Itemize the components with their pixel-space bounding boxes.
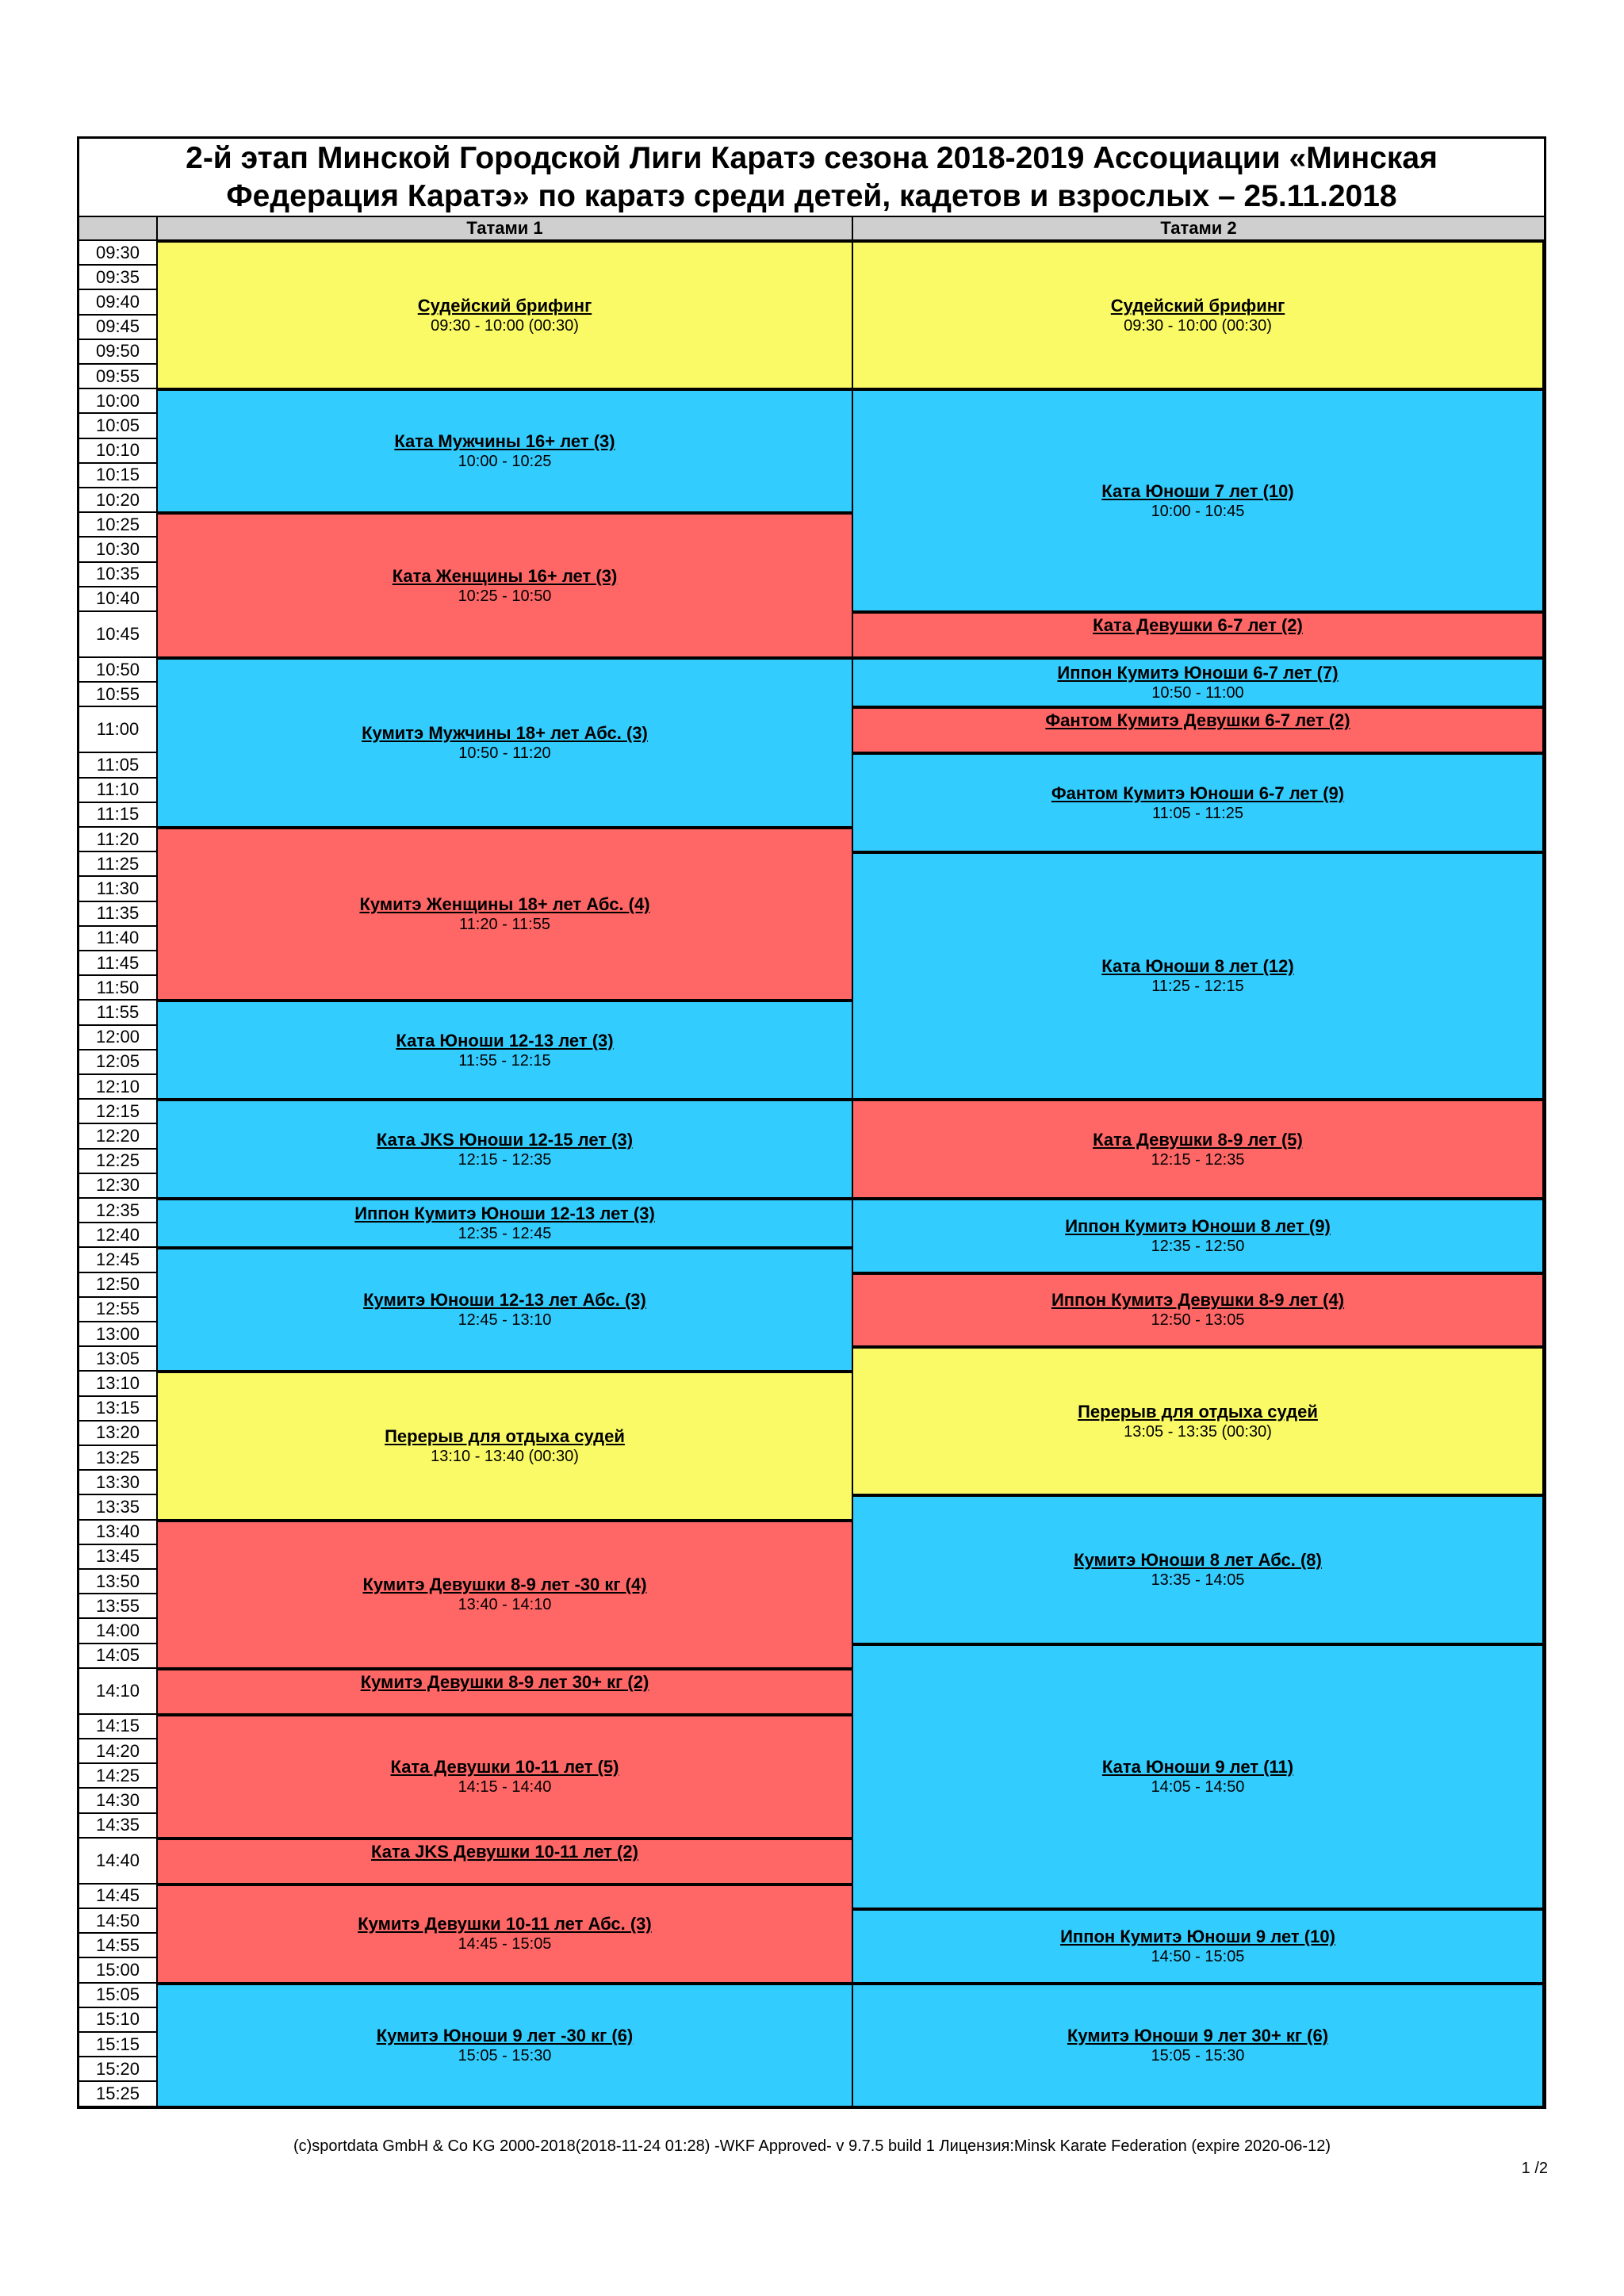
time-slot: 14:40 <box>79 1839 156 1885</box>
title-line-1: 2-й этап Минской Городской Лиги Каратэ сезона 2018-2019 Ассоциации «Минская <box>186 140 1438 175</box>
event-title[interactable]: Иппон Кумитэ Юноши 8 лет (9) <box>1065 1215 1331 1236</box>
time-slot: 10:05 <box>79 414 156 438</box>
event-title[interactable]: Фантом Кумитэ Юноши 6-7 лет (9) <box>1051 783 1345 803</box>
time-slot: 13:00 <box>79 1322 156 1347</box>
time-slot: 12:25 <box>79 1150 156 1174</box>
event-title[interactable]: Ката Девушки 8-9 лет (5) <box>1093 1129 1303 1150</box>
event-title[interactable]: Ката JKS Юноши 12-15 лет (3) <box>376 1129 634 1150</box>
event-title[interactable]: Судейский брифинг <box>417 295 592 316</box>
schedule-event[interactable] <box>156 828 853 1001</box>
time-slot: 11:15 <box>79 803 156 828</box>
event-title[interactable]: Ката JKS Девушки 10-11 лет (2) <box>371 1841 638 1862</box>
time-slot: 11:05 <box>79 753 156 778</box>
schedule-event[interactable] <box>852 1644 1544 1909</box>
event-time: 12:15 - 12:35 <box>1151 1150 1245 1169</box>
event-time: 12:45 - 13:10 <box>458 1311 552 1330</box>
event-time: 13:05 - 13:35 (00:30) <box>1124 1422 1272 1441</box>
time-slot: 11:40 <box>79 927 156 951</box>
event-time: 11:05 - 11:25 <box>1152 804 1243 822</box>
event-title[interactable]: Кумитэ Юноши 8 лет Абс. (8) <box>1074 1549 1322 1570</box>
event-time: 12:35 - 12:50 <box>1151 1237 1245 1255</box>
schedule-event[interactable] <box>852 1199 1544 1273</box>
time-slot: 10:15 <box>79 464 156 488</box>
schedule-event[interactable] <box>156 1001 853 1100</box>
event-title[interactable]: Кумитэ Девушки 8-9 лет -30 кг (4) <box>362 1575 647 1595</box>
time-slot: 14:50 <box>79 1909 156 1934</box>
event-title[interactable]: Перерыв для отдыха судей <box>385 1425 625 1446</box>
schedule-event[interactable] <box>156 1715 853 1839</box>
schedule-event[interactable] <box>852 852 1544 1100</box>
schedule-event[interactable] <box>156 1199 853 1248</box>
time-slot: 10:20 <box>79 488 156 513</box>
time-slot: 09:45 <box>79 316 156 340</box>
time-slot: 11:25 <box>79 852 156 877</box>
schedule-event[interactable] <box>156 1839 853 1885</box>
header-corner <box>79 217 156 241</box>
event-title[interactable]: Иппон Кумитэ Юноши 9 лет (10) <box>1060 1926 1335 1946</box>
event-title[interactable]: Перерыв для отдыха судей <box>1078 1401 1318 1422</box>
schedule-event[interactable] <box>852 1909 1544 1984</box>
time-slot: 12:50 <box>79 1273 156 1298</box>
time-slot: 15:25 <box>79 2082 156 2107</box>
time-slot: 13:25 <box>79 1446 156 1471</box>
time-slot: 13:10 <box>79 1372 156 1396</box>
event-title[interactable]: Ката Женщины 16+ лет (3) <box>392 565 618 586</box>
schedule-event[interactable] <box>852 1495 1544 1644</box>
schedule-event[interactable] <box>156 241 853 389</box>
time-slot: 15:00 <box>79 1958 156 1983</box>
event-title[interactable]: Кумитэ Девушки 8-9 лет 30+ кг (2) <box>360 1671 649 1692</box>
time-slot: 09:50 <box>79 340 156 365</box>
footer-copyright: (c)sportdata GmbH & Co KG 2000-2018(2018-11-24 01:28) -WKF Approved- v 9.7.5 build 1 Лицензия:Minsk Karate Federation (expire 2020-06-12) <box>293 2137 1331 2155</box>
time-slot: 14:20 <box>79 1739 156 1764</box>
time-slot: 15:15 <box>79 2033 156 2057</box>
event-time: 11:25 - 12:15 <box>1151 978 1244 996</box>
time-slot: 12:55 <box>79 1298 156 1322</box>
event-time: 12:35 - 12:45 <box>458 1225 552 1243</box>
schedule-event[interactable] <box>852 612 1544 658</box>
schedule-event[interactable] <box>156 658 853 828</box>
time-slot: 14:35 <box>79 1814 156 1839</box>
column-header-tatami-2: Татами 2 <box>852 217 1544 241</box>
time-slot: 09:55 <box>79 365 156 389</box>
time-slot: 09:40 <box>79 290 156 315</box>
event-title[interactable]: Ката Мужчины 16+ лет (3) <box>394 431 615 452</box>
event-title[interactable]: Иппон Кумитэ Девушки 8-9 лет (4) <box>1051 1290 1345 1311</box>
schedule-event[interactable] <box>852 707 1544 753</box>
event-time: 13:40 - 14:10 <box>458 1596 552 1614</box>
schedule-event[interactable] <box>156 513 853 658</box>
time-slot: 09:30 <box>79 241 156 266</box>
event-time: 09:30 - 10:00 (00:30) <box>1124 316 1272 335</box>
time-slot: 15:20 <box>79 2057 156 2082</box>
time-slot: 10:25 <box>79 513 156 538</box>
event-title[interactable]: Фантом Кумитэ Девушки 6-7 лет (2) <box>1045 710 1350 731</box>
schedule-event[interactable] <box>852 658 1544 707</box>
time-slot: 14:55 <box>79 1934 156 1958</box>
event-time: 13:35 - 14:05 <box>1151 1571 1245 1589</box>
time-slot: 13:35 <box>79 1495 156 1520</box>
schedule-event[interactable] <box>156 1248 853 1372</box>
time-slot: 12:40 <box>79 1223 156 1248</box>
event-time: 13:10 - 13:40 (00:30) <box>431 1447 579 1465</box>
event-title[interactable]: Иппон Кумитэ Юноши 6-7 лет (7) <box>1057 663 1339 683</box>
time-slot: 14:25 <box>79 1764 156 1789</box>
event-title[interactable]: Кумитэ Юноши 9 лет -30 кг (6) <box>376 2025 634 2045</box>
time-slot: 13:30 <box>79 1471 156 1495</box>
time-slot: 10:10 <box>79 439 156 464</box>
event-time: 14:50 - 15:05 <box>1151 1947 1245 1965</box>
time-slot: 12:20 <box>79 1124 156 1149</box>
time-slot: 13:55 <box>79 1594 156 1619</box>
time-slot: 10:30 <box>79 538 156 562</box>
event-title[interactable]: Кумитэ Девушки 10-11 лет Абс. (3) <box>358 1914 652 1934</box>
event-time: 12:50 - 13:05 <box>1151 1311 1245 1330</box>
schedule-event[interactable] <box>156 1100 853 1199</box>
time-slot: 12:35 <box>79 1199 156 1223</box>
time-slot: 09:35 <box>79 266 156 290</box>
time-slot: 13:45 <box>79 1545 156 1570</box>
schedule-event[interactable] <box>156 1984 853 2107</box>
time-slot: 13:50 <box>79 1570 156 1594</box>
time-slot: 11:20 <box>79 828 156 852</box>
time-slot: 11:00 <box>79 707 156 753</box>
time-slot: 11:35 <box>79 902 156 927</box>
time-slot: 12:45 <box>79 1248 156 1272</box>
time-slot: 11:10 <box>79 779 156 803</box>
event-title[interactable]: Иппон Кумитэ Юноши 12-13 лет (3) <box>354 1203 655 1224</box>
schedule-event[interactable] <box>852 1347 1544 1495</box>
time-slot: 12:10 <box>79 1075 156 1100</box>
event-time: 10:00 - 10:25 <box>458 453 552 471</box>
event-title[interactable]: Ката Юноши 8 лет (12) <box>1101 956 1294 977</box>
time-slot: 10:00 <box>79 389 156 414</box>
schedule-event[interactable] <box>156 1885 853 1984</box>
event-time: 09:30 - 10:00 (00:30) <box>431 316 579 335</box>
schedule-event[interactable] <box>156 389 853 513</box>
event-time: 14:45 - 15:05 <box>458 1935 552 1954</box>
time-slot: 13:05 <box>79 1347 156 1372</box>
event-time: 11:55 - 12:15 <box>458 1051 551 1070</box>
schedule-event[interactable] <box>156 1521 853 1669</box>
schedule-event[interactable] <box>852 1100 1544 1199</box>
page-title <box>79 139 1544 217</box>
event-title[interactable]: Кумитэ Мужчины 18+ лет Абс. (3) <box>362 723 648 743</box>
time-slot: 10:45 <box>79 612 156 658</box>
time-slot: 14:45 <box>79 1885 156 1909</box>
event-time: 12:15 - 12:35 <box>458 1150 552 1169</box>
time-slot: 14:05 <box>79 1644 156 1669</box>
time-slot: 11:50 <box>79 976 156 1001</box>
event-time: 14:15 - 14:40 <box>458 1777 552 1796</box>
event-time: 10:00 - 10:45 <box>1151 502 1245 520</box>
schedule-sheet <box>77 136 1546 2109</box>
time-slot: 14:10 <box>79 1669 156 1715</box>
time-slot: 10:50 <box>79 658 156 683</box>
event-time: 10:50 - 11:20 <box>458 744 551 762</box>
schedule-event[interactable] <box>852 1273 1544 1348</box>
time-slot: 14:00 <box>79 1619 156 1644</box>
event-title[interactable]: Кумитэ Юноши 9 лет 30+ кг (6) <box>1067 2025 1329 2045</box>
schedule-event[interactable] <box>156 1669 853 1715</box>
event-title[interactable]: Ката Юноши 7 лет (10) <box>1101 480 1294 501</box>
time-slot: 10:40 <box>79 587 156 612</box>
time-slot: 11:45 <box>79 951 156 976</box>
event-time: 10:50 - 11:00 <box>1151 684 1244 702</box>
time-slot: 15:05 <box>79 1984 156 2008</box>
column-header-tatami-1: Татами 1 <box>156 217 852 241</box>
time-slot: 10:35 <box>79 563 156 587</box>
time-slot: 12:15 <box>79 1100 156 1124</box>
title-line-2: Федерация Каратэ» по каратэ среди детей, кадетов и взрослых – 25.11.2018 <box>226 178 1397 213</box>
time-slot: 14:15 <box>79 1715 156 1739</box>
event-time: 10:25 - 10:50 <box>458 587 552 605</box>
event-title[interactable]: Кумитэ Юноши 12-13 лет Абс. (3) <box>363 1290 646 1311</box>
event-title[interactable]: Судейский брифинг <box>1110 295 1285 316</box>
schedule-event[interactable] <box>852 241 1544 389</box>
event-title[interactable]: Ката Юноши 12-13 лет (3) <box>396 1030 614 1050</box>
time-slot: 13:15 <box>79 1397 156 1422</box>
time-slot: 14:30 <box>79 1789 156 1813</box>
time-slot: 11:55 <box>79 1001 156 1025</box>
schedule-event[interactable] <box>156 1372 853 1520</box>
event-time: 15:05 - 15:30 <box>458 2046 552 2064</box>
event-title[interactable]: Ката Девушки 10-11 лет (5) <box>390 1756 619 1777</box>
schedule-event[interactable] <box>852 1984 1544 2107</box>
event-title[interactable]: Ката Девушки 6-7 лет (2) <box>1093 615 1303 635</box>
event-time: 14:05 - 14:50 <box>1151 1777 1245 1796</box>
time-slot: 12:05 <box>79 1050 156 1075</box>
time-slot: 15:10 <box>79 2008 156 2033</box>
time-slot: 12:30 <box>79 1174 156 1199</box>
event-time: 11:20 - 11:55 <box>459 916 550 934</box>
event-time: 15:05 - 15:30 <box>1151 2046 1245 2064</box>
page-number: 1 /2 <box>1521 2160 1548 2177</box>
schedule-event[interactable] <box>852 753 1544 852</box>
time-slot: 10:55 <box>79 683 156 707</box>
time-slot: 12:00 <box>79 1026 156 1050</box>
event-title[interactable]: Кумитэ Женщины 18+ лет Абс. (4) <box>359 894 650 915</box>
schedule-event[interactable] <box>852 389 1544 612</box>
time-slot: 13:20 <box>79 1422 156 1446</box>
time-slot: 13:40 <box>79 1521 156 1545</box>
event-title[interactable]: Ката Юноши 9 лет (11) <box>1101 1756 1294 1777</box>
time-slot: 11:30 <box>79 877 156 901</box>
